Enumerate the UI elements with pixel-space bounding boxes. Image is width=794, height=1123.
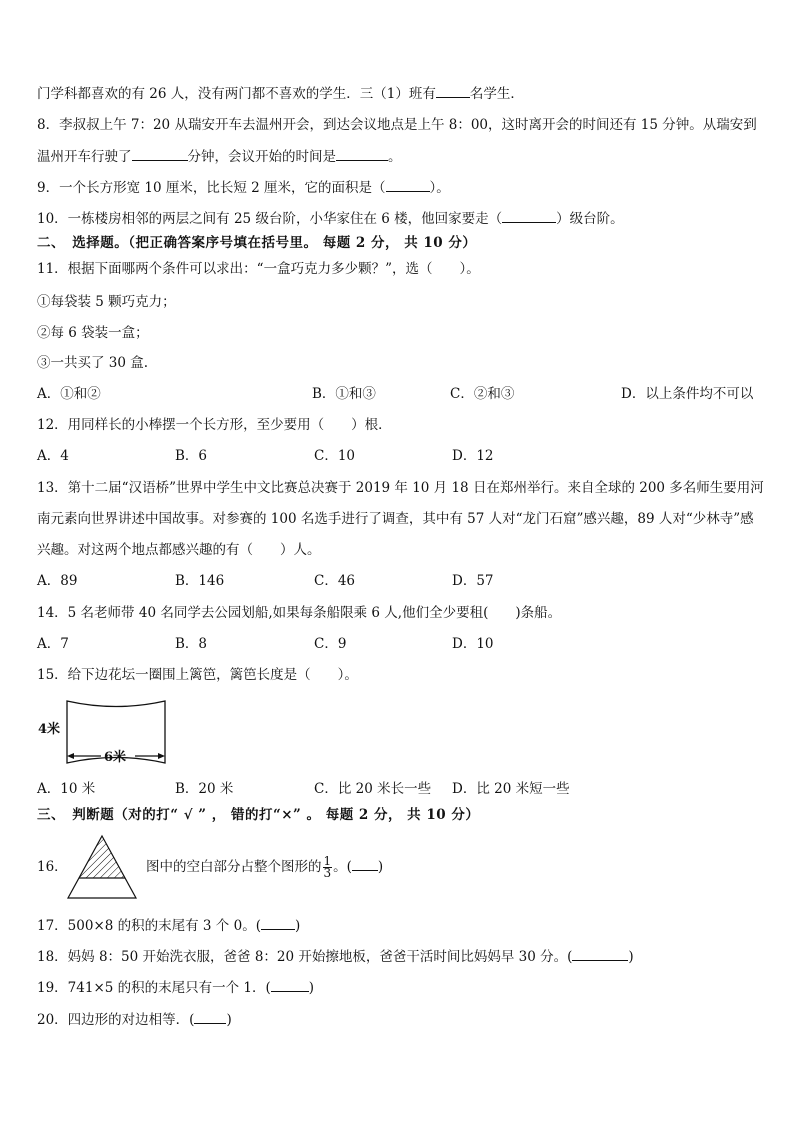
striped-triangle-figure <box>66 834 138 900</box>
question-14-stem: 14．5 名老师带 40 名同学去公园划船,如果每条船限乘 6 人,他们全少要租( )条船。 <box>37 605 562 621</box>
section-2-heading: 二、 选择题。（把正确答案序号填在括号里。 每题 2 分， 共 10 分） <box>37 235 477 251</box>
bottom-length-label: 6米 <box>104 750 127 765</box>
question-20: 20．四边形的对边相等．( ) <box>37 1012 232 1028</box>
question-8-line2: 温州开车行驶了 分钟，会议开始的时间是 。 <box>37 149 402 165</box>
shaded-region <box>66 834 138 878</box>
option-b[interactable]: B．6 <box>175 448 208 464</box>
question-11-condition-3: ③一共买了 30 盒. <box>37 355 149 371</box>
arrow-left-icon <box>67 753 74 759</box>
option-d[interactable]: D．12 <box>452 448 494 464</box>
answer-blank[interactable] <box>436 84 470 98</box>
answer-blank[interactable] <box>336 147 388 161</box>
option-c[interactable]: C．9 <box>314 636 347 652</box>
answer-blank[interactable] <box>132 147 188 161</box>
option-d[interactable]: D．57 <box>452 573 494 589</box>
question-18: 18．妈妈 8：50 开始洗衣服，爸爸 8：20 开始擦地板，爸爸干活时间比妈妈早 30 分。( ) <box>37 949 634 965</box>
section-3-heading: 三、 判断题（对的打“ √ ” ， 错的打“×” 。 每题 2 分， 共 10 分） <box>37 807 480 823</box>
option-a[interactable]: A．4 <box>37 448 69 464</box>
question-19: 19．741×5 的积的末尾只有一个 1．( ) <box>37 980 315 996</box>
question-16-number: 16． <box>37 859 68 875</box>
option-b[interactable]: B．20 米 <box>175 781 234 797</box>
option-b[interactable]: B．146 <box>175 573 225 589</box>
option-c[interactable]: C．46 <box>314 573 356 589</box>
option-a[interactable]: A．7 <box>37 636 69 652</box>
question-10: 10．一栋楼房相邻的两层之间有 25 级台阶，小华家住在 6 楼，他回家要走（ ）级台阶。 <box>37 211 624 227</box>
question-11-stem: 11．根据下面哪两个条件可以求出：“一盒巧克力多少颗？”，选（ ）。 <box>37 261 480 277</box>
question-15-options <box>37 780 777 798</box>
answer-blank[interactable] <box>352 857 378 871</box>
question-8-line1: 8．李叔叔上午 7：20 从瑞安开车去温州开会，到达会议地点是上午 8：00，这时离开会的时间还有 15 分钟。从瑞安到 <box>37 117 757 133</box>
question-13-line1: 13．第十二届“汉语桥”世界中学生中文比赛总决赛于 2019 年 10 月 18 日在郑州举行。来自全球的 200 多名师生要用河 <box>37 480 764 496</box>
question-12-stem: 12．用同样长的小棒摆一个长方形，至少要用（ ）根． <box>37 417 392 433</box>
answer-blank[interactable] <box>572 947 628 961</box>
option-a[interactable]: A．10 米 <box>37 781 96 797</box>
option-a[interactable]: A．89 <box>37 573 78 589</box>
option-d[interactable]: D．以上条件均不可以 <box>621 386 754 402</box>
answer-blank[interactable] <box>386 178 430 192</box>
flowerbed-figure <box>37 698 177 770</box>
option-d[interactable]: D．比 20 米短一些 <box>452 781 570 797</box>
answer-blank[interactable] <box>502 209 556 223</box>
fraction-one-third: $\frac{1}{3}$ <box>323 854 332 880</box>
question-11-options <box>37 385 777 403</box>
question-16-text: 图中的空白部分占整个图形的 $\frac{1}{3}$ 。( ) <box>146 854 384 880</box>
question-9: 9．一个长方形宽 10 厘米，比长短 2 厘米，它的面积是（ ）。 <box>37 180 450 196</box>
question-15-stem: 15．给下边花坛一圈围上篱笆，篱笆长度是（ ）。 <box>37 667 358 683</box>
question-11-condition-1: ①每袋装 5 颗巧克力； <box>37 294 176 310</box>
answer-blank[interactable] <box>271 978 309 992</box>
option-b[interactable]: B．8 <box>175 636 208 652</box>
side-length-label: 4米 <box>38 722 61 737</box>
question-13-line3: 兴趣。对这两个地点都感兴趣的有（ ）人。 <box>37 542 321 558</box>
option-c[interactable]: C．10 <box>314 448 356 464</box>
question-17: 17．500×8 的积的末尾有 3 个 0。( ) <box>37 918 301 934</box>
question-13-options <box>37 572 777 590</box>
answer-blank[interactable] <box>194 1010 226 1024</box>
question-11-condition-2: ②每 6 袋装一盒； <box>37 325 149 341</box>
option-a[interactable]: A．①和② <box>37 386 101 402</box>
question-7-tail: 门学科都喜欢的有 26 人，没有两门都不喜欢的学生．三（1）班有 名学生． <box>37 86 524 102</box>
arrow-right-icon <box>158 753 165 759</box>
question-13-line2: 南元素向世界讲述中国故事。对参赛的 100 名选手进行了调查，其中有 57 人对“龙门石窟”感兴趣，89 人对“少林寺”感 <box>37 511 754 527</box>
option-c[interactable]: C．②和③ <box>450 386 515 402</box>
option-b[interactable]: B．①和③ <box>312 386 376 402</box>
question-12-options <box>37 447 777 465</box>
option-c[interactable]: C．比 20 米长一些 <box>314 781 432 797</box>
question-14-options <box>37 635 777 653</box>
option-d[interactable]: D．10 <box>452 636 494 652</box>
answer-blank[interactable] <box>261 916 295 930</box>
